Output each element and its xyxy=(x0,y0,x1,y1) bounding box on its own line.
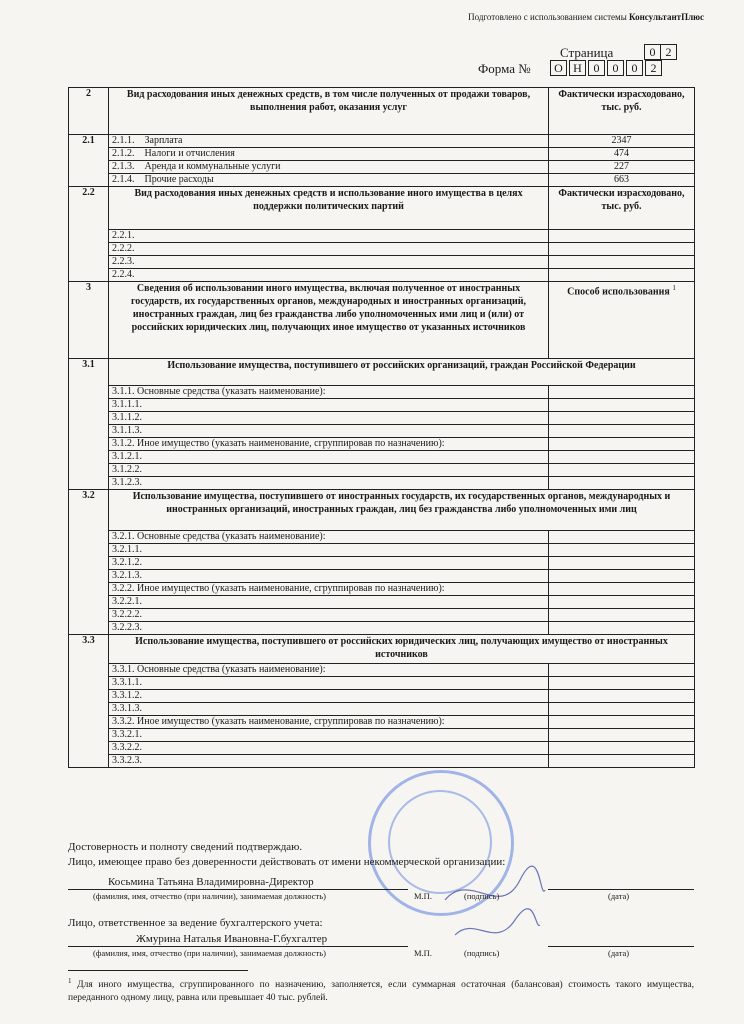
table-row xyxy=(69,690,695,703)
section-title: Сведения об использовании иного имущества, включая полученное от иностранных государств, их государственных органов, международных и иностранных организаций, иностранных граждан, лиц без гражданства либо уполномоченных ими лиц и (или) от российских юридических лиц, получающих иное имущество от указанных источников xyxy=(109,282,549,359)
row-value xyxy=(549,477,695,490)
table-row xyxy=(69,570,695,583)
person1-name: Косьмина Татьяна Владимировна-Директор xyxy=(108,876,314,888)
row-label: 3.1.2.1. xyxy=(109,451,549,464)
row-value xyxy=(549,677,695,690)
column-header: Фактически израсходовано, тыс. руб. xyxy=(549,88,695,135)
row-value xyxy=(549,609,695,622)
table-row xyxy=(69,425,695,438)
section-22-header xyxy=(69,187,695,230)
row-label: 3.2.2.3. xyxy=(109,622,549,635)
row-label: 2.2.1. xyxy=(109,230,549,243)
row-label: 3.2.2. Иное имущество (указать наименование, сгруппировав по назначению): xyxy=(109,583,549,596)
row-value xyxy=(549,438,695,451)
section-number: 2 xyxy=(69,88,109,135)
row-label: 3.2.1.2. xyxy=(109,557,549,570)
row-value xyxy=(549,703,695,716)
row-label: 3.3.2.3. xyxy=(109,755,549,768)
table-row xyxy=(69,596,695,609)
row-value xyxy=(549,755,695,768)
row-value xyxy=(549,544,695,557)
mp-label: М.П. xyxy=(414,948,432,958)
row-value: 663 xyxy=(549,174,695,187)
row-label: 3.3.1.1. xyxy=(109,677,549,690)
table-row xyxy=(69,230,695,243)
table-row xyxy=(69,464,695,477)
section-number: 2.2 xyxy=(69,187,109,282)
row-value xyxy=(549,716,695,729)
row-value xyxy=(549,464,695,477)
table-row xyxy=(69,583,695,596)
row-value: 227 xyxy=(549,161,695,174)
section-31-header xyxy=(69,359,695,386)
footnote-separator xyxy=(68,970,248,971)
page-digit: 0 xyxy=(644,44,661,60)
header-prefix: Подготовлено с использованием системы xyxy=(468,12,630,22)
row-value xyxy=(549,664,695,677)
row-value xyxy=(549,742,695,755)
row-label: 3.3.1. Основные средства (указать наименование): xyxy=(109,664,549,677)
row-label: 2.2.3. xyxy=(109,256,549,269)
signature-line xyxy=(68,946,408,947)
table-row xyxy=(69,609,695,622)
row-label: 3.1.1.1. xyxy=(109,399,549,412)
section-title: Использование имущества, поступившего от российских юридических лиц, получающих имущество от иностранных источников xyxy=(109,635,695,664)
section-number: 2.1 xyxy=(69,135,109,187)
table-row xyxy=(69,677,695,690)
row-label: 3.1.2. Иное имущество (указать наименование, сгруппировав по назначению): xyxy=(109,438,549,451)
row-label: 3.2.1.1. xyxy=(109,544,549,557)
form-code-cell: 0 xyxy=(588,60,605,76)
row-label: 3.1.1. Основные средства (указать наименование): xyxy=(109,386,549,399)
mp-label: М.П. xyxy=(414,891,432,901)
row-label: 3.1.1.2. xyxy=(109,412,549,425)
row-label: 3.3.2.1. xyxy=(109,729,549,742)
row-label: 2.1.2. Налоги и отчисления xyxy=(109,148,549,161)
signature-line xyxy=(68,889,408,890)
row-value: 2347 xyxy=(549,135,695,148)
section-number: 3 xyxy=(69,282,109,359)
row-label: 3.2.1. Основные средства (указать наименование): xyxy=(109,531,549,544)
table-row xyxy=(69,256,695,269)
form-code-cell: 0 xyxy=(626,60,643,76)
section-title: Использование имущества, поступившего от российских организаций, граждан Российской Федерации xyxy=(109,359,695,386)
row-value xyxy=(549,451,695,464)
row-value xyxy=(549,399,695,412)
row-value xyxy=(549,570,695,583)
row-label: 3.3.1.2. xyxy=(109,690,549,703)
column-header: Фактически израсходовано, тыс. руб. xyxy=(549,187,695,230)
person2-name: Жмурина Наталья Ивановна-Г.бухгалтер xyxy=(136,933,328,945)
date-label: (дата) xyxy=(608,891,630,901)
section-33-header xyxy=(69,635,695,664)
section-number: 3.1 xyxy=(69,359,109,490)
row-label: 2.2.4. xyxy=(109,269,549,282)
section-2-header xyxy=(69,88,695,135)
row-label: 3.2.2.1. xyxy=(109,596,549,609)
row-value xyxy=(549,230,695,243)
row-value xyxy=(549,386,695,399)
caption: (фамилия, имя, отчество (при наличии), занимаемая должность) xyxy=(93,948,326,958)
footnote: $^1$ Для иного имущества, сгруппированного по назначению, заполняется, если суммарная остаточная (балансовая) стоимость такого имущества, переданного одному лицу, равна или превышает 40 тыс. рублей. xyxy=(68,977,694,1004)
row-value xyxy=(549,412,695,425)
row-label: 3.1.2.2. xyxy=(109,464,549,477)
table-row xyxy=(69,477,695,490)
page-digit: 2 xyxy=(660,44,677,60)
report-table xyxy=(68,87,695,768)
form-code-cell: 0 xyxy=(607,60,624,76)
row-value xyxy=(549,557,695,570)
table-row xyxy=(69,161,695,174)
row-value xyxy=(549,256,695,269)
table-row xyxy=(69,412,695,425)
section-title: Использование имущества, поступившего от иностранных государств, их государственных органов, международных и иностранных организаций, иностранных граждан, лиц без гражданства либо уполномоченных ими лиц xyxy=(109,490,695,531)
table-row xyxy=(69,386,695,399)
table-row xyxy=(69,557,695,570)
date-line xyxy=(548,946,694,947)
section-title: Вид расходования иных денежных средств и использование иного имущества в целях поддержки политических партий xyxy=(109,187,549,230)
table-row xyxy=(69,742,695,755)
row-label: 3.1.1.3. xyxy=(109,425,549,438)
section-number: 3.2 xyxy=(69,490,109,635)
date-label: (дата) xyxy=(608,948,630,958)
row-value xyxy=(549,729,695,742)
row-value xyxy=(549,583,695,596)
person1-label: Лицо, имеющее право без доверенности действовать от имени некоммерческой организации: xyxy=(68,856,506,868)
row-value xyxy=(549,269,695,282)
row-label: 2.1.1. Зарплата xyxy=(109,135,549,148)
section-32-header xyxy=(69,490,695,531)
table-row xyxy=(69,531,695,544)
table-row xyxy=(69,399,695,412)
row-value xyxy=(549,622,695,635)
section-number: 3.3 xyxy=(69,635,109,768)
table-row xyxy=(69,544,695,557)
form-code-cell: Н xyxy=(569,60,586,76)
table-row xyxy=(69,135,695,148)
form-label: Форма № xyxy=(478,61,531,76)
confirm-text: Достоверность и полноту сведений подтверждаю. xyxy=(68,841,303,853)
table-row xyxy=(69,269,695,282)
row-label: 3.1.2.3. xyxy=(109,477,549,490)
column-header: Способ использования $^1$ xyxy=(549,282,695,359)
table-row xyxy=(69,438,695,451)
row-label: 2.1.4. Прочие расходы xyxy=(109,174,549,187)
table-row xyxy=(69,703,695,716)
date-line xyxy=(548,889,694,890)
form-code-cell: 2 xyxy=(645,60,662,76)
row-label: 2.1.3. Аренда и коммунальные услуги xyxy=(109,161,549,174)
table-row xyxy=(69,664,695,677)
row-value: 474 xyxy=(549,148,695,161)
row-value xyxy=(549,690,695,703)
header-system: КонсультантПлюс xyxy=(629,12,704,22)
table-row xyxy=(69,148,695,161)
row-label: 3.3.1.3. xyxy=(109,703,549,716)
table-row xyxy=(69,729,695,742)
form-code-cell: О xyxy=(550,60,567,76)
signature-scribble xyxy=(440,860,550,950)
table-row xyxy=(69,716,695,729)
table-row xyxy=(69,451,695,464)
row-value xyxy=(549,531,695,544)
page-header xyxy=(468,12,704,22)
table-row xyxy=(69,174,695,187)
row-label: 2.2.2. xyxy=(109,243,549,256)
row-value xyxy=(549,596,695,609)
table-row xyxy=(69,243,695,256)
section-3-header xyxy=(69,282,695,359)
row-value xyxy=(549,243,695,256)
row-label: 3.2.1.3. xyxy=(109,570,549,583)
sign-label: (подпись) xyxy=(464,948,500,958)
table-row xyxy=(69,755,695,768)
section-title: Вид расходования иных денежных средств, в том числе полученных от продажи товаров, выполнения работ, оказания услуг xyxy=(109,88,549,135)
row-label: 3.2.2.2. xyxy=(109,609,549,622)
page-label: Страница xyxy=(560,45,614,60)
caption: (фамилия, имя, отчество (при наличии), занимаемая должность) xyxy=(93,891,326,901)
row-label: 3.3.2.2. xyxy=(109,742,549,755)
sign-label: (подпись) xyxy=(464,891,500,901)
row-value xyxy=(549,425,695,438)
person2-label: Лицо, ответственное за ведение бухгалтерского учета: xyxy=(68,917,323,929)
row-label: 3.3.2. Иное имущество (указать наименование, сгруппировав по назначению): xyxy=(109,716,549,729)
table-row xyxy=(69,622,695,635)
